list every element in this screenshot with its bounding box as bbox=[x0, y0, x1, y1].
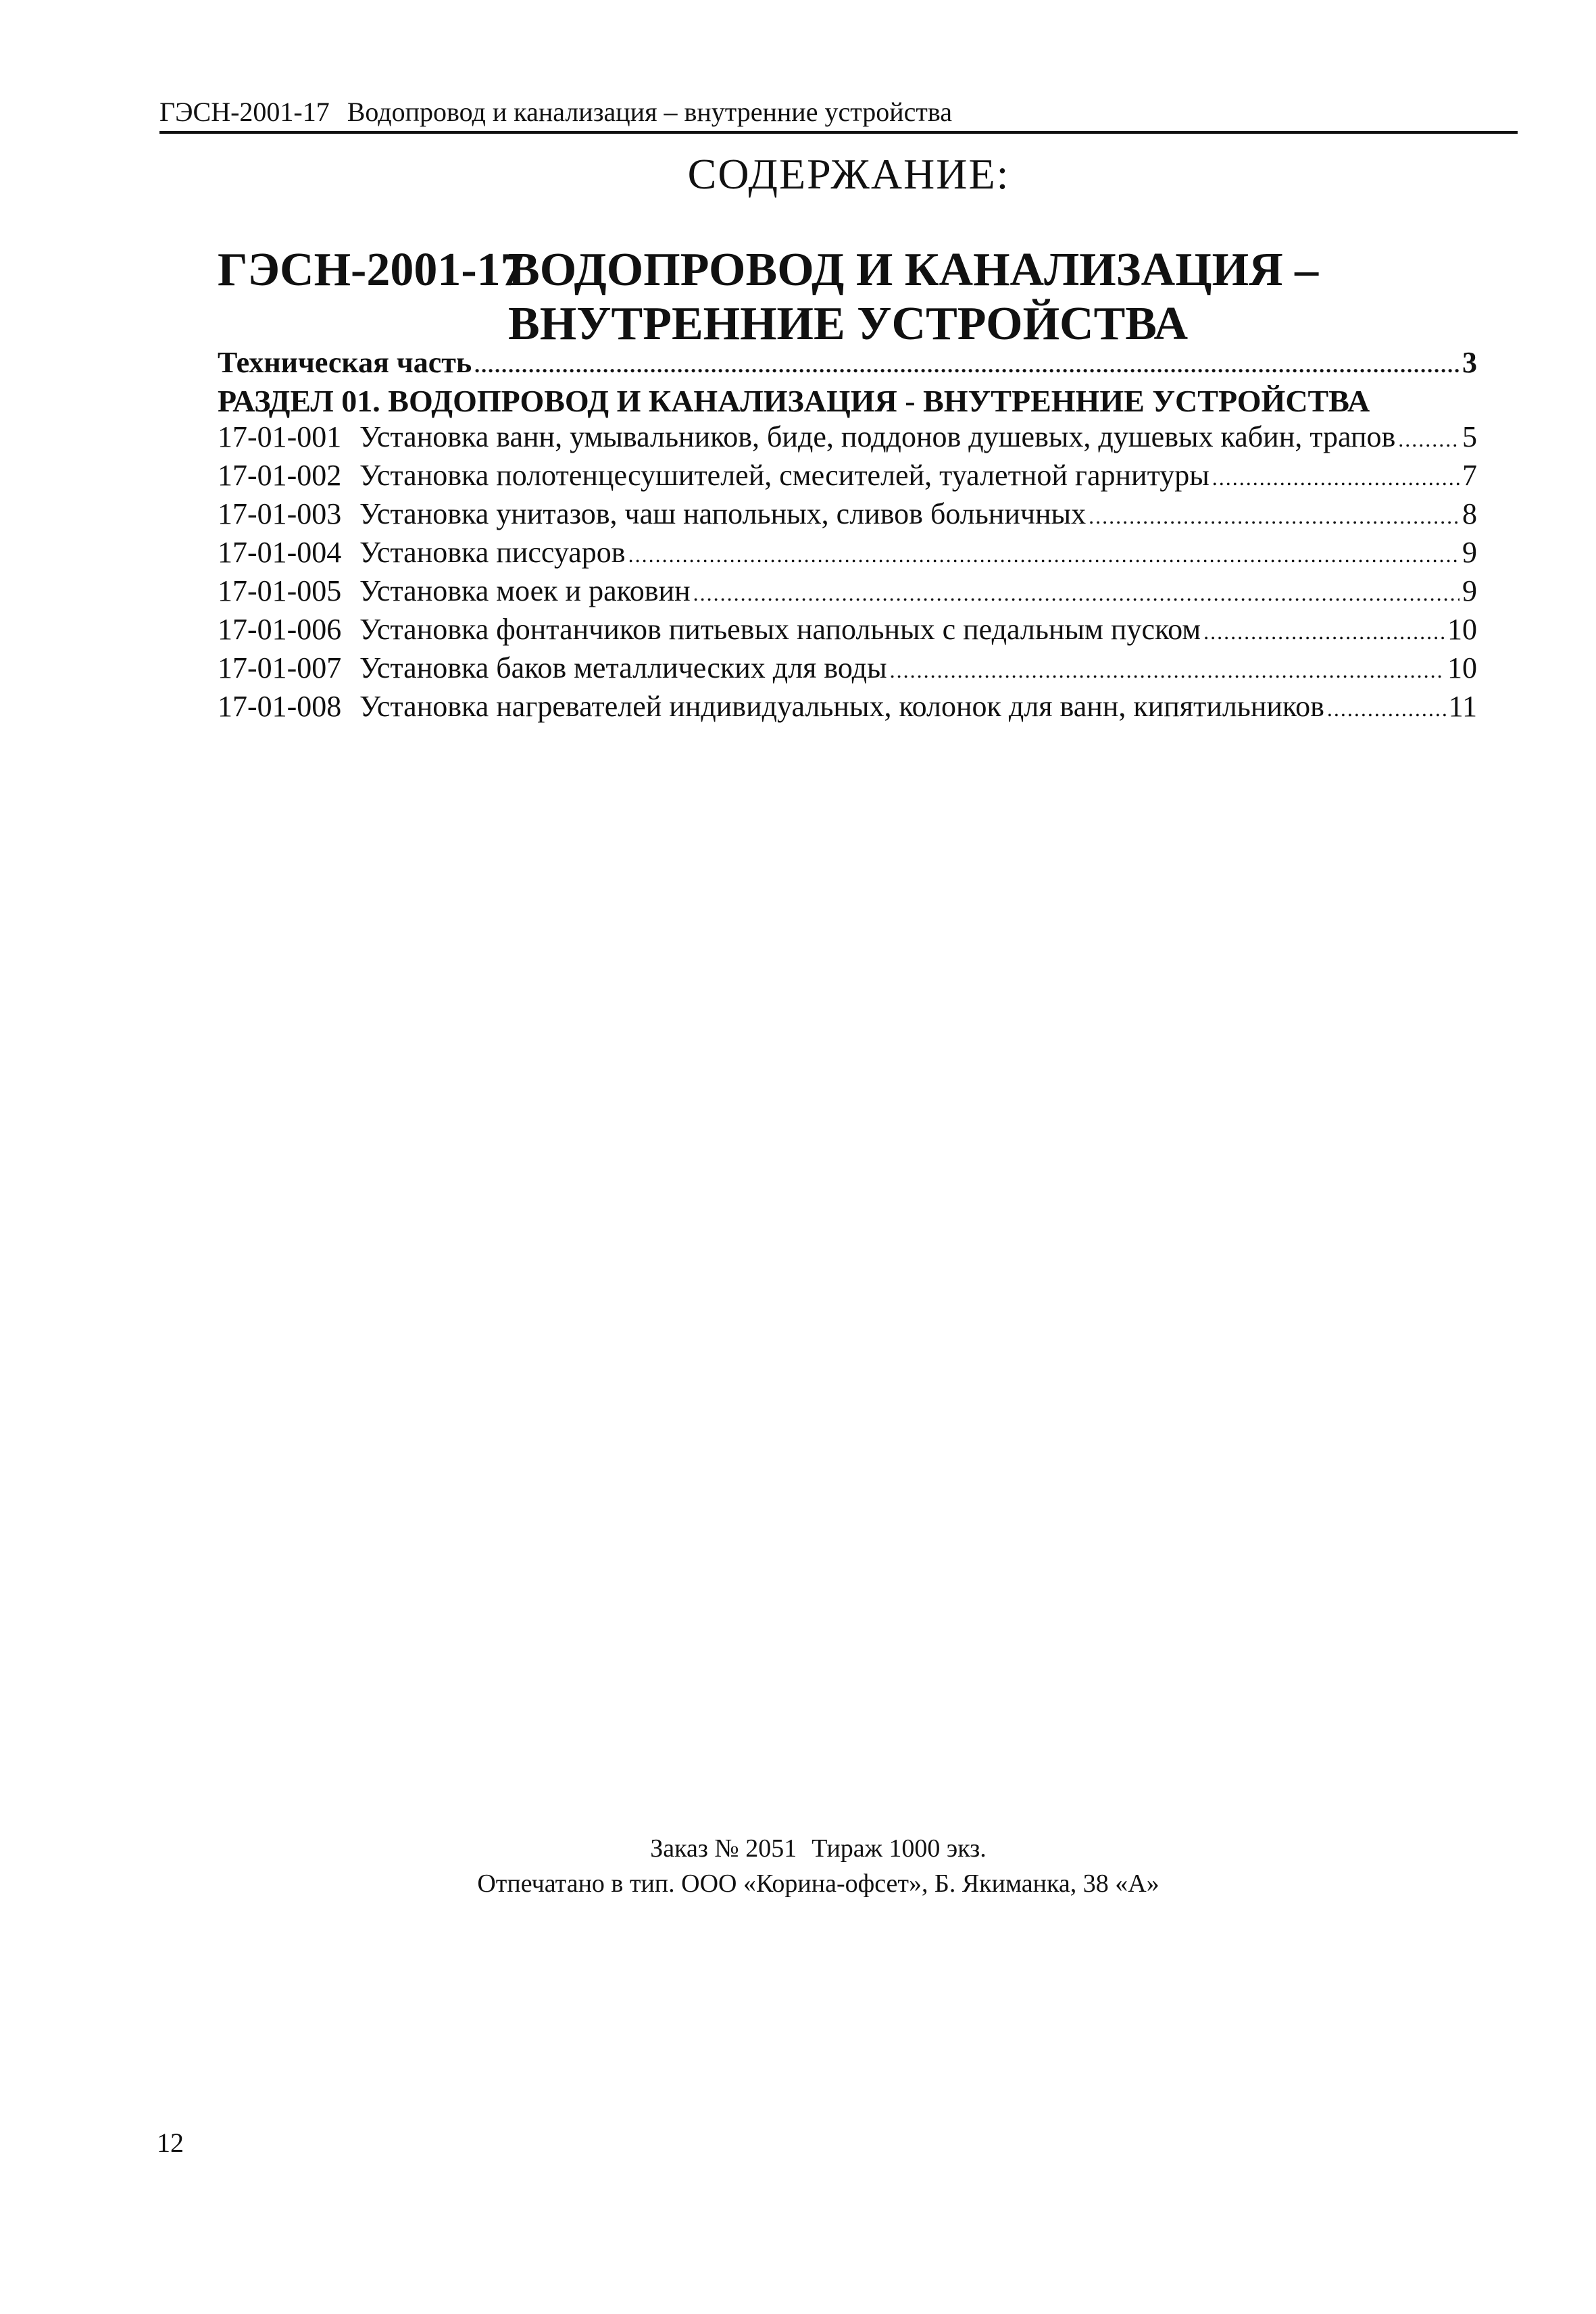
toc-entry-title: Установка баков металлических для воды bbox=[359, 651, 887, 684]
document-title-line2: ВНУТРЕННИЕ УСТРОЙСТВА bbox=[508, 298, 1189, 350]
page-number: 12 bbox=[157, 2128, 184, 2158]
toc-entry[interactable] bbox=[218, 573, 1477, 611]
toc-entry-code: 17-01-001 bbox=[218, 420, 342, 453]
toc-entry-code: 17-01-007 bbox=[218, 651, 342, 684]
toc-page-number: 3 bbox=[1462, 346, 1477, 379]
toc-page-number: 7 bbox=[1462, 459, 1477, 492]
toc-page-number: 8 bbox=[1462, 497, 1477, 530]
print-run: Тираж 1000 экз. bbox=[812, 1834, 987, 1863]
toc-entry-title: Установка моек и раковин bbox=[359, 574, 691, 607]
toc-entry[interactable] bbox=[218, 496, 1477, 534]
toc-entry-code: 17-01-002 bbox=[218, 459, 342, 492]
table-of-contents bbox=[218, 345, 1477, 727]
toc-section-heading[interactable] bbox=[218, 383, 1477, 419]
toc-entry-title: Установка полотенцесушителей, смесителей, туалетной гарнитуры bbox=[359, 459, 1210, 492]
leader-dots bbox=[1203, 614, 1445, 650]
toc-entry-label: Техническая часть bbox=[218, 346, 472, 379]
header-code: ГЭСН-2001-17 bbox=[159, 97, 330, 127]
printer-info: Отпечатано в тип. ООО «Корина-офсет», Б. Якиманка, 38 «А» bbox=[477, 1869, 1159, 1898]
leader-dots bbox=[474, 347, 1460, 383]
toc-entry-title: Установка ванн, умывальников, биде, поддонов душевых, душевых кабин, трапов bbox=[359, 420, 1396, 453]
toc-entry-title: Установка нагревателей индивидуальных, колонок для ванн, кипятильников bbox=[359, 690, 1324, 723]
toc-page-number: 9 bbox=[1462, 536, 1477, 569]
running-header bbox=[159, 95, 1518, 134]
toc-section-label: РАЗДЕЛ 01. ВОДОПРОВОД И КАНАЛИЗАЦИЯ - ВНУТРЕННИЕ УСТРОЙСТВА bbox=[218, 384, 1370, 418]
toc-entry[interactable] bbox=[218, 688, 1477, 727]
header-title: Водопровод и канализация – внутренние устройства bbox=[347, 97, 952, 127]
toc-page-number: 10 bbox=[1447, 613, 1477, 646]
leader-dots bbox=[628, 537, 1460, 573]
toc-entry-code: 17-01-003 bbox=[218, 497, 342, 530]
imprint bbox=[0, 1831, 1596, 1901]
toc-page-number: 11 bbox=[1448, 690, 1477, 723]
toc-entry-title: Установка писсуаров bbox=[359, 536, 626, 569]
leader-dots bbox=[1327, 691, 1446, 727]
toc-entry-technical-part[interactable] bbox=[218, 345, 1477, 383]
leader-dots bbox=[693, 576, 1460, 611]
contents-heading: СОДЕРЖАНИЕ: bbox=[687, 150, 1010, 198]
toc-entry[interactable] bbox=[218, 457, 1477, 496]
toc-page-number: 10 bbox=[1447, 651, 1477, 684]
leader-dots bbox=[1212, 460, 1460, 496]
leader-dots bbox=[1398, 422, 1460, 457]
document-code: ГЭСН-2001-17 bbox=[218, 244, 524, 296]
toc-entry[interactable] bbox=[218, 419, 1477, 457]
toc-entry[interactable] bbox=[218, 611, 1477, 650]
toc-entry-code: 17-01-008 bbox=[218, 690, 342, 723]
toc-entry[interactable] bbox=[218, 650, 1477, 688]
toc-entry-title: Установка фонтанчиков питьевых напольных с педальным пуском bbox=[359, 613, 1201, 646]
leader-dots bbox=[1089, 499, 1460, 534]
order-number: Заказ № 2051 bbox=[650, 1834, 797, 1863]
toc-entry-code: 17-01-005 bbox=[218, 574, 342, 607]
toc-page-number: 9 bbox=[1462, 574, 1477, 607]
toc-entry-title: Установка унитазов, чаш напольных, сливов больничных bbox=[359, 497, 1087, 530]
toc-page-number: 5 bbox=[1462, 420, 1477, 453]
toc-entry-code: 17-01-006 bbox=[218, 613, 342, 646]
toc-entry-code: 17-01-004 bbox=[218, 536, 342, 569]
toc-entry[interactable] bbox=[218, 534, 1477, 573]
document-title bbox=[218, 243, 1318, 351]
document-title-line1: ВОДОПРОВОД И КАНАЛИЗАЦИЯ – bbox=[508, 244, 1319, 296]
leader-dots bbox=[890, 653, 1445, 688]
